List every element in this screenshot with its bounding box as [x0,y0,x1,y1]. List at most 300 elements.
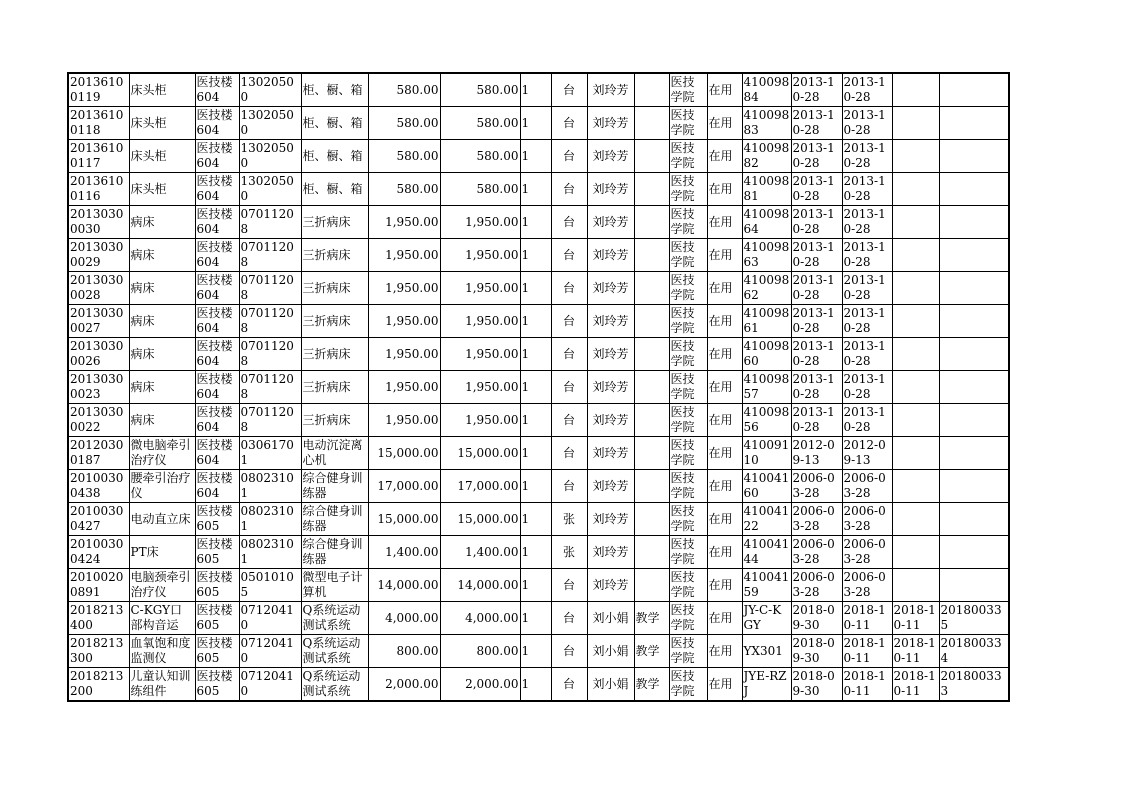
total-amount-cell: 1,400.00 [440,536,520,569]
user-cell: 刘小娟 [587,668,634,702]
quantity-cell: 1 [520,173,551,206]
document-number-cell [939,536,1009,569]
category-name-cell: 柜、橱、箱 [301,73,368,107]
status-cell: 在用 [707,404,742,437]
department-cell: 医技学院 [669,635,707,668]
total-amount-cell: 580.00 [440,73,520,107]
purpose-cell [634,73,669,107]
card-number-cell: 41009856 [742,404,791,437]
category-code-cell: 07011208 [239,338,301,371]
quantity-cell: 1 [520,536,551,569]
category-code-cell: 07011208 [239,371,301,404]
asset-name-cell: 病床 [129,239,195,272]
purchase-date-cell: 2018-09-30 [791,635,842,668]
purchase-date-cell: 2006-03-28 [791,470,842,503]
entry-date-cell: 2006-03-28 [842,569,892,602]
unit-cell: 台 [551,206,587,239]
purpose-cell [634,404,669,437]
unit-price-cell: 1,950.00 [368,338,440,371]
category-name-cell: 微型电子计算机 [301,569,368,602]
department-cell: 医技学院 [669,437,707,470]
entry-date-cell: 2013-10-28 [842,173,892,206]
approve-date-cell: 2018-10-11 [892,602,939,635]
total-amount-cell: 800.00 [440,635,520,668]
category-code-cell: 08023101 [239,536,301,569]
purpose-cell: 教学 [634,635,669,668]
location-cell: 医技楼604 [195,206,239,239]
table-row [68,140,1009,173]
approve-date-cell [892,536,939,569]
document-number-cell [939,272,1009,305]
purchase-date-cell: 2006-03-28 [791,569,842,602]
category-name-cell: 柜、橱、箱 [301,107,368,140]
asset-name-cell: C-KGY口部构音运 [129,602,195,635]
entry-date-cell: 2018-10-11 [842,635,892,668]
unit-price-cell: 17,000.00 [368,470,440,503]
purpose-cell [634,503,669,536]
category-name-cell: 三折病床 [301,371,368,404]
total-amount-cell: 580.00 [440,107,520,140]
asset-name-cell: 病床 [129,272,195,305]
document-number-cell [939,107,1009,140]
asset-name-cell: 微电脑牵引治疗仪 [129,437,195,470]
total-amount-cell: 14,000.00 [440,569,520,602]
asset-number-cell: 20130300023 [68,371,129,404]
unit-price-cell: 580.00 [368,107,440,140]
table-row [68,668,1009,702]
entry-date-cell: 2006-03-28 [842,536,892,569]
approve-date-cell: 2018-10-11 [892,668,939,702]
approve-date-cell [892,173,939,206]
department-cell: 医技学院 [669,371,707,404]
department-cell: 医技学院 [669,206,707,239]
asset-name-cell: 病床 [129,206,195,239]
department-cell: 医技学院 [669,173,707,206]
document-number-cell: 201800334 [939,635,1009,668]
user-cell: 刘玲芳 [587,470,634,503]
asset-number-cell: 20130300028 [68,272,129,305]
entry-date-cell: 2013-10-28 [842,305,892,338]
asset-table [67,72,1010,702]
unit-cell: 台 [551,272,587,305]
card-number-cell: 41004159 [742,569,791,602]
user-cell: 刘玲芳 [587,239,634,272]
asset-name-cell: 病床 [129,404,195,437]
table-row [68,173,1009,206]
document-number-cell [939,305,1009,338]
status-cell: 在用 [707,272,742,305]
user-cell: 刘玲芳 [587,173,634,206]
document-number-cell [939,173,1009,206]
entry-date-cell: 2013-10-28 [842,272,892,305]
category-name-cell: 三折病床 [301,404,368,437]
category-name-cell: 柜、橱、箱 [301,140,368,173]
card-number-cell: 41009882 [742,140,791,173]
purpose-cell [634,305,669,338]
unit-cell: 台 [551,470,587,503]
category-name-cell: 三折病床 [301,272,368,305]
quantity-cell: 1 [520,305,551,338]
entry-date-cell: 2013-10-28 [842,239,892,272]
total-amount-cell: 15,000.00 [440,437,520,470]
document-number-cell [939,140,1009,173]
purpose-cell [634,536,669,569]
status-cell: 在用 [707,239,742,272]
entry-date-cell: 2013-10-28 [842,206,892,239]
quantity-cell: 1 [520,371,551,404]
purchase-date-cell: 2018-09-30 [791,602,842,635]
department-cell: 医技学院 [669,305,707,338]
document-number-cell [939,338,1009,371]
table-row [68,73,1009,107]
entry-date-cell: 2006-03-28 [842,470,892,503]
asset-name-cell: 床头柜 [129,107,195,140]
location-cell: 医技楼605 [195,635,239,668]
user-cell: 刘玲芳 [587,536,634,569]
unit-price-cell: 1,950.00 [368,206,440,239]
card-number-cell: 41009864 [742,206,791,239]
unit-price-cell: 4,000.00 [368,602,440,635]
asset-name-cell: 儿童认知训练组件 [129,668,195,702]
user-cell: 刘小娟 [587,602,634,635]
purpose-cell: 教学 [634,602,669,635]
category-name-cell: 三折病床 [301,305,368,338]
category-code-cell: 13020500 [239,107,301,140]
table-row [68,569,1009,602]
department-cell: 医技学院 [669,569,707,602]
unit-cell: 张 [551,536,587,569]
unit-cell: 台 [551,173,587,206]
unit-cell: 台 [551,437,587,470]
asset-number-cell: 20130300027 [68,305,129,338]
unit-price-cell: 580.00 [368,140,440,173]
table-row [68,305,1009,338]
table-row [68,470,1009,503]
unit-price-cell: 1,950.00 [368,371,440,404]
category-name-cell: 综合健身训练器 [301,536,368,569]
quantity-cell: 1 [520,503,551,536]
asset-number-cell: 2018213300 [68,635,129,668]
purchase-date-cell: 2013-10-28 [791,272,842,305]
category-name-cell: 三折病床 [301,239,368,272]
total-amount-cell: 2,000.00 [440,668,520,702]
category-code-cell: 13020500 [239,140,301,173]
status-cell: 在用 [707,569,742,602]
quantity-cell: 1 [520,602,551,635]
asset-name-cell: 病床 [129,338,195,371]
total-amount-cell: 1,950.00 [440,206,520,239]
status-cell: 在用 [707,635,742,668]
unit-cell: 台 [551,140,587,173]
total-amount-cell: 4,000.00 [440,602,520,635]
document-number-cell [939,569,1009,602]
purpose-cell [634,569,669,602]
unit-cell: 台 [551,73,587,107]
approve-date-cell [892,338,939,371]
card-number-cell: 41004160 [742,470,791,503]
category-name-cell: Q系统运动测试系统 [301,668,368,702]
table-row [68,503,1009,536]
asset-name-cell: 电脑颈牵引治疗仪 [129,569,195,602]
category-code-cell: 07011208 [239,239,301,272]
approve-date-cell [892,371,939,404]
quantity-cell: 1 [520,668,551,702]
table-row [68,107,1009,140]
category-name-cell: 综合健身训练器 [301,503,368,536]
purchase-date-cell: 2006-03-28 [791,503,842,536]
category-name-cell: 三折病床 [301,338,368,371]
asset-number-cell: 20136100116 [68,173,129,206]
quantity-cell: 1 [520,569,551,602]
asset-number-cell: 20100200891 [68,569,129,602]
unit-cell: 台 [551,239,587,272]
table-row [68,437,1009,470]
status-cell: 在用 [707,338,742,371]
approve-date-cell [892,503,939,536]
department-cell: 医技学院 [669,239,707,272]
category-name-cell: 柜、橱、箱 [301,173,368,206]
unit-price-cell: 1,950.00 [368,272,440,305]
asset-name-cell: 床头柜 [129,140,195,173]
user-cell: 刘玲芳 [587,404,634,437]
asset-number-cell: 20136100118 [68,107,129,140]
user-cell: 刘玲芳 [587,140,634,173]
approve-date-cell [892,470,939,503]
total-amount-cell: 580.00 [440,140,520,173]
status-cell: 在用 [707,173,742,206]
purchase-date-cell: 2013-10-28 [791,371,842,404]
quantity-cell: 1 [520,206,551,239]
card-number-cell: 41009862 [742,272,791,305]
department-cell: 医技学院 [669,503,707,536]
department-cell: 医技学院 [669,107,707,140]
purpose-cell: 教学 [634,668,669,702]
approve-date-cell: 2018-10-11 [892,635,939,668]
approve-date-cell [892,404,939,437]
card-number-cell: 41009110 [742,437,791,470]
total-amount-cell: 1,950.00 [440,338,520,371]
card-number-cell: YX301 [742,635,791,668]
entry-date-cell: 2013-10-28 [842,140,892,173]
entry-date-cell: 2006-03-28 [842,503,892,536]
card-number-cell: 41009863 [742,239,791,272]
location-cell: 医技楼604 [195,437,239,470]
location-cell: 医技楼605 [195,668,239,702]
asset-number-cell: 20120300187 [68,437,129,470]
department-cell: 医技学院 [669,470,707,503]
total-amount-cell: 1,950.00 [440,239,520,272]
location-cell: 医技楼604 [195,272,239,305]
asset-number-cell: 20100300424 [68,536,129,569]
table-row [68,272,1009,305]
card-number-cell: 41009860 [742,338,791,371]
user-cell: 刘玲芳 [587,437,634,470]
table-row [68,602,1009,635]
table-row [68,371,1009,404]
approve-date-cell [892,239,939,272]
entry-date-cell: 2012-09-13 [842,437,892,470]
asset-number-cell: 20100300427 [68,503,129,536]
location-cell: 医技楼605 [195,503,239,536]
unit-cell: 台 [551,107,587,140]
status-cell: 在用 [707,602,742,635]
status-cell: 在用 [707,206,742,239]
category-code-cell: 08023101 [239,470,301,503]
user-cell: 刘玲芳 [587,338,634,371]
purpose-cell [634,338,669,371]
card-number-cell: 41009883 [742,107,791,140]
asset-name-cell: 床头柜 [129,173,195,206]
unit-price-cell: 1,950.00 [368,239,440,272]
location-cell: 医技楼604 [195,173,239,206]
department-cell: 医技学院 [669,536,707,569]
approve-date-cell [892,272,939,305]
table-row [68,338,1009,371]
purchase-date-cell: 2012-09-13 [791,437,842,470]
purchase-date-cell: 2018-09-30 [791,668,842,702]
location-cell: 医技楼605 [195,569,239,602]
unit-price-cell: 580.00 [368,73,440,107]
quantity-cell: 1 [520,272,551,305]
asset-name-cell: 病床 [129,371,195,404]
unit-price-cell: 1,950.00 [368,404,440,437]
user-cell: 刘玲芳 [587,73,634,107]
purchase-date-cell: 2013-10-28 [791,140,842,173]
location-cell: 医技楼605 [195,536,239,569]
location-cell: 医技楼604 [195,305,239,338]
category-name-cell: Q系统运动测试系统 [301,635,368,668]
user-cell: 刘玲芳 [587,371,634,404]
user-cell: 刘小娟 [587,635,634,668]
unit-price-cell: 800.00 [368,635,440,668]
quantity-cell: 1 [520,140,551,173]
card-number-cell: 41009881 [742,173,791,206]
department-cell: 医技学院 [669,73,707,107]
location-cell: 医技楼604 [195,107,239,140]
category-name-cell: 三折病床 [301,206,368,239]
asset-name-cell: 电动直立床 [129,503,195,536]
purpose-cell [634,107,669,140]
card-number-cell: JY-C-KGY [742,602,791,635]
purpose-cell [634,173,669,206]
purchase-date-cell: 2013-10-28 [791,107,842,140]
document-number-cell: 201800335 [939,602,1009,635]
asset-name-cell: 床头柜 [129,73,195,107]
quantity-cell: 1 [520,635,551,668]
purpose-cell [634,239,669,272]
quantity-cell: 1 [520,470,551,503]
unit-price-cell: 15,000.00 [368,503,440,536]
asset-number-cell: 2018213400 [68,602,129,635]
total-amount-cell: 1,950.00 [440,272,520,305]
quantity-cell: 1 [520,239,551,272]
table-row [68,206,1009,239]
table-row [68,404,1009,437]
unit-cell: 台 [551,635,587,668]
total-amount-cell: 17,000.00 [440,470,520,503]
user-cell: 刘玲芳 [587,503,634,536]
unit-cell: 张 [551,503,587,536]
location-cell: 医技楼604 [195,140,239,173]
quantity-cell: 1 [520,107,551,140]
location-cell: 医技楼604 [195,239,239,272]
location-cell: 医技楼604 [195,404,239,437]
category-code-cell: 07120410 [239,602,301,635]
category-code-cell: 07011208 [239,206,301,239]
document-number-cell [939,470,1009,503]
department-cell: 医技学院 [669,272,707,305]
asset-number-cell: 20130300022 [68,404,129,437]
purchase-date-cell: 2013-10-28 [791,239,842,272]
card-number-cell: 41004122 [742,503,791,536]
category-code-cell: 13020500 [239,73,301,107]
document-number-cell [939,404,1009,437]
location-cell: 医技楼605 [195,602,239,635]
location-cell: 医技楼604 [195,470,239,503]
total-amount-cell: 580.00 [440,173,520,206]
approve-date-cell [892,437,939,470]
unit-price-cell: 2,000.00 [368,668,440,702]
document-number-cell [939,239,1009,272]
entry-date-cell: 2018-10-11 [842,602,892,635]
asset-number-cell: 20130300030 [68,206,129,239]
user-cell: 刘玲芳 [587,206,634,239]
category-code-cell: 07120410 [239,668,301,702]
document-number-cell [939,371,1009,404]
entry-date-cell: 2013-10-28 [842,404,892,437]
asset-number-cell: 20130300029 [68,239,129,272]
location-cell: 医技楼604 [195,338,239,371]
category-code-cell: 03061701 [239,437,301,470]
unit-cell: 台 [551,668,587,702]
approve-date-cell [892,73,939,107]
purchase-date-cell: 2006-03-28 [791,536,842,569]
purpose-cell [634,437,669,470]
card-number-cell: 41009884 [742,73,791,107]
status-cell: 在用 [707,140,742,173]
total-amount-cell: 1,950.00 [440,305,520,338]
purpose-cell [634,470,669,503]
unit-cell: 台 [551,371,587,404]
quantity-cell: 1 [520,404,551,437]
card-number-cell: 41004144 [742,536,791,569]
purpose-cell [634,371,669,404]
document-number-cell [939,503,1009,536]
table-row [68,536,1009,569]
unit-cell: 台 [551,404,587,437]
location-cell: 医技楼604 [195,73,239,107]
document-number-cell: 201800333 [939,668,1009,702]
total-amount-cell: 1,950.00 [440,404,520,437]
table-row [68,635,1009,668]
status-cell: 在用 [707,668,742,702]
purchase-date-cell: 2013-10-28 [791,338,842,371]
entry-date-cell: 2013-10-28 [842,73,892,107]
asset-name-cell: PT床 [129,536,195,569]
purpose-cell [634,206,669,239]
category-name-cell: 综合健身训练器 [301,470,368,503]
card-number-cell: 41009861 [742,305,791,338]
status-cell: 在用 [707,437,742,470]
approve-date-cell [892,107,939,140]
table-row [68,239,1009,272]
approve-date-cell [892,569,939,602]
purchase-date-cell: 2013-10-28 [791,206,842,239]
quantity-cell: 1 [520,338,551,371]
quantity-cell: 1 [520,437,551,470]
location-cell: 医技楼604 [195,371,239,404]
purchase-date-cell: 2013-10-28 [791,404,842,437]
